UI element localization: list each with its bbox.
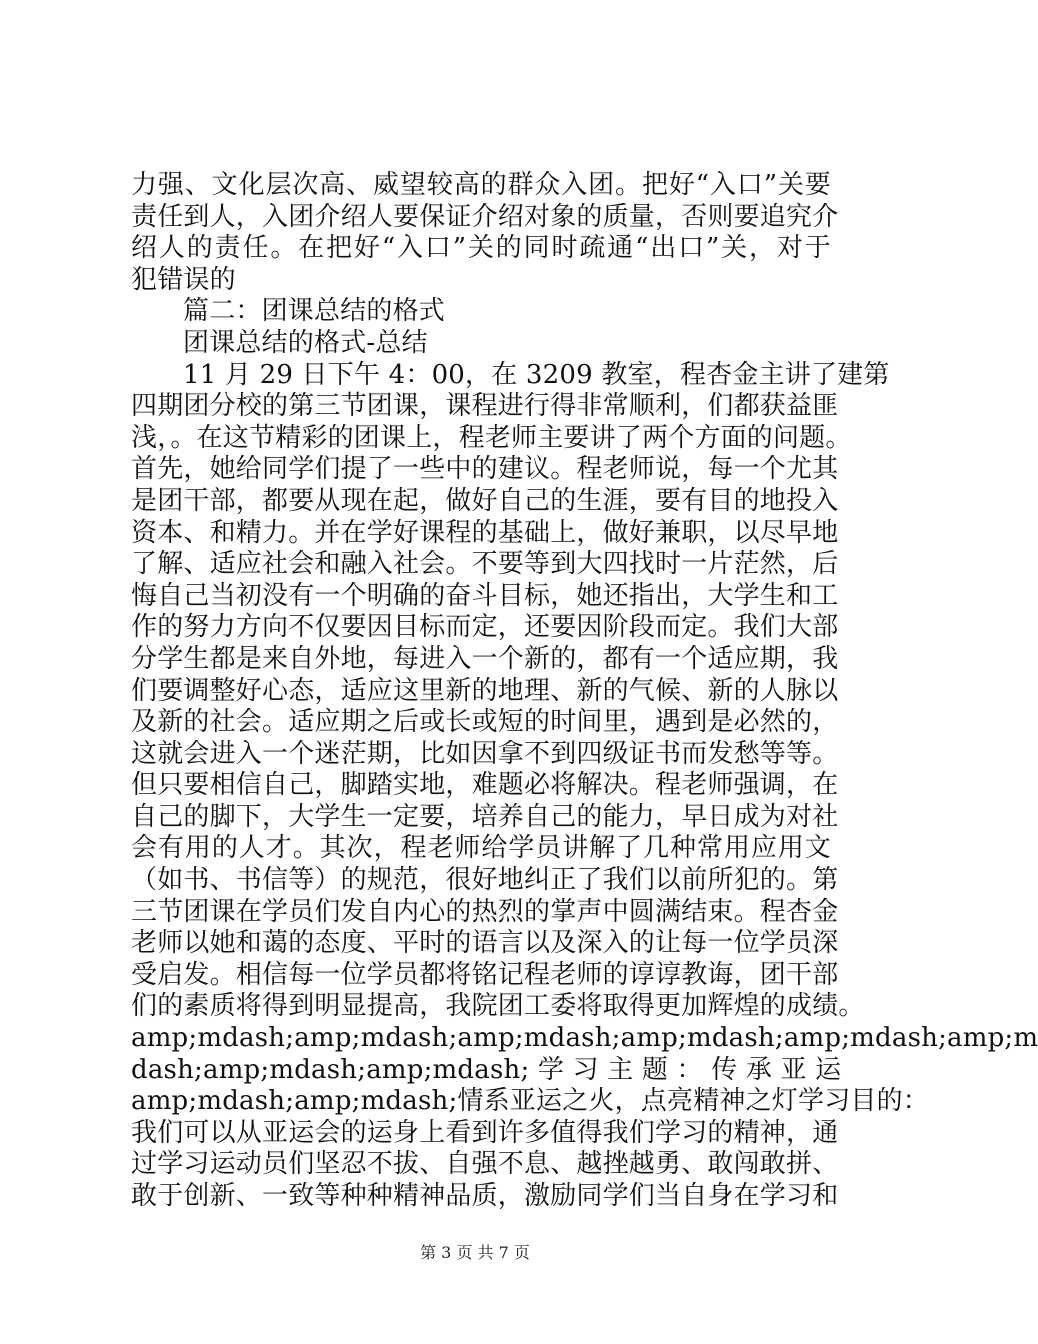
text-line: 作的努力方向不仅要因目标而定，还要因阶段而定。我们大部 (131, 612, 839, 643)
section-subheading: 团课总结的格式-总结 (183, 327, 428, 358)
text-line: 及新的社会。适应期之后或长或短的时间里，遇到是必然的， (131, 707, 839, 738)
text-line: dash;amp;mdash;amp;mdash; 学 习 主 题 ： 传 承 亚 运 (131, 1054, 842, 1085)
text-line: 这就会进入一个迷茫期，比如因拿不到四级证书而发愁等等。 (131, 738, 839, 769)
text-line: 资本、和精力。并在学好课程的基础上，做好兼职，以尽早地 (131, 517, 839, 548)
document-body (131, 170, 1038, 1213)
text-line: 责任到人，入团介绍人要保证介绍对象的质量，否则要追究介 (131, 201, 839, 232)
text-line: 是团干部，都要从现在起，做好自己的生涯，要有目的地投入 (131, 485, 839, 516)
text-line: 过学习运动员们坚忍不拔、自强不息、越挫越勇、敢闯敢拼、 (131, 1149, 839, 1180)
text-line: 但只要相信自己，脚踏实地，难题必将解决。程老师强调，在 (131, 770, 839, 801)
text-line: 了解、适应社会和融入社会。不要等到大四找时一片茫然，后 (131, 549, 839, 580)
text-line: 分学生都是来自外地，每进入一个新的，都有一个适应期，我 (131, 643, 839, 674)
text-line: 敢于创新、一致等种种精神品质，激励同学们当自身在学习和 (131, 1181, 839, 1211)
text-line: 绍人的责任。在把好“入口”关的同时疏通“出口”关，对于 (131, 233, 831, 264)
text-line: （如书、书信等）的规范，很好地纠正了我们以前所犯的。第 (131, 865, 839, 896)
text-line: 浅，。在这节精彩的团课上，程老师主要讲了两个方面的问题。 (131, 422, 852, 453)
text-line: amp;mdash;amp;mdash;amp;mdash;amp;mdash;amp;mdash;amp;m (131, 1023, 1038, 1054)
text-line: 四期团分校的第三节团课，课程进行得非常顺利，们都获益匪 (131, 391, 839, 422)
text-line: 老师以她和蔼的态度、平时的语言以及深入的让每一位学员深 (131, 928, 839, 959)
text-line: 力强、文化层次高、威望较高的群众入团。把好“入口”关要 (131, 170, 831, 200)
text-line: amp;mdash;amp;mdash;情系亚运之火，点亮精神之灯学习目的： (131, 1086, 930, 1117)
text-line: 自己的脚下，大学生一定要，培养自己的能力，早日成为对社 (131, 801, 839, 832)
text-line: 们的素质将得到明显提高，我院团工委将取得更加辉煌的成绩。 (131, 991, 865, 1022)
text-line: 会有用的人才。其次，程老师给学员讲解了几种常用应用文 (131, 833, 831, 864)
text-line: 受启发。相信每一位学员都将铭记程老师的谆谆教诲，团干部 (131, 959, 839, 990)
text-line: 11 月 29 日下午 4：00，在 3209 教室，程杏金主讲了建第 (183, 359, 890, 390)
text-line: 首先，她给同学们提了一些中的建议。程老师说，每一个尤其 (131, 454, 839, 485)
text-line: 三节团课在学员们发自内心的热烈的掌声中圆满结束。程杏金 (131, 896, 839, 927)
section-heading: 篇二：团课总结的格式 (183, 296, 446, 327)
text-line: 们要调整好心态，适应这里新的地理、新的气候、新的人脉以 (131, 675, 839, 706)
text-line: 悔自己当初没有一个明确的奋斗目标，她还指出，大学生和工 (131, 580, 839, 611)
text-line: 犯错误的 (131, 264, 236, 295)
text-line: 我们可以从亚运会的运身上看到许多值得我们学习的精神，通 (131, 1117, 839, 1148)
page-number-footer: 第 3 页 共 7 页 (420, 1243, 530, 1262)
